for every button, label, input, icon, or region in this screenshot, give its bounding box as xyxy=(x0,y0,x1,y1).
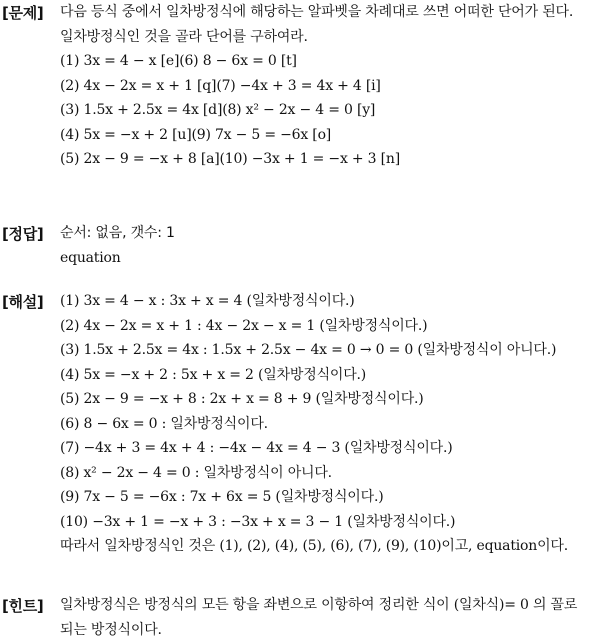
explanation-row: (1) 3x = 4 − x : 3x + x = 4 (일차방정식이다.) xyxy=(60,293,355,309)
explanation-row: (8) x² − 2x − 4 = 0 : 일차방정식이 아니다. xyxy=(60,464,332,481)
explanation-row: (2) 4x − 2x = x + 1 : 4x − 2x − x = 1 (일차방정식이다.) xyxy=(60,317,428,334)
problem-row: (2) 4x − 2x = x + 1 [q](7) −4x + 3 = 4x + 4 [i] xyxy=(60,77,381,94)
explanation-row: (3) 1.5x + 2.5x = 4x : 1.5x + 2.5x − 4x = 0 → 0 = 0 (일차방정식이 아니다.) xyxy=(60,342,557,358)
answer-label: [정답] xyxy=(2,225,44,243)
problem-intro: 다음 등식 중에서 일차방정식에 해당하는 알파벳을 차례대로 쓰면 어떠한 단어가 된다. xyxy=(60,4,574,20)
hint-text: 일차방정식은 방정식의 모든 항을 좌변으로 이항하여 정리한 식이 (일차식)= 0 의 꼴로 되는 방정식이다. xyxy=(60,597,578,638)
problem-row: (4) 5x = −x + 2 [u](9) 7x − 5 = −6x [o] xyxy=(60,126,332,143)
problem-row: (1) 3x = 4 − x [e](6) 8 − 6x = 0 [t] xyxy=(60,53,297,69)
explanation-row: (7) −4x + 3 = 4x + 4 : −4x − 4x = 4 − 3 (일차방정식이다.) xyxy=(60,440,453,456)
explanation-conclusion: 따라서 일차방정식인 것은 (1), (2), (4), (5), (6), (7), (9), (10)이고, equation이다. xyxy=(60,538,568,554)
explanation-row: (10) −3x + 1 = −x + 3 : −3x + x = 3 − 1 (일차방정식이다.) xyxy=(60,513,456,530)
explanation-row: (9) 7x − 5 = −6x : 7x + 6x = 5 (일차방정식이다.) xyxy=(60,489,384,505)
problem-row: (5) 2x − 9 = −x + 8 [a](10) −3x + 1 = −x + 3 [n] xyxy=(60,151,400,167)
problem-label: [문제] xyxy=(2,4,44,22)
hint-label: [힌트] xyxy=(2,597,44,615)
problem-instruction: 일차방정식인 것을 골라 단어를 구하여라. xyxy=(60,28,308,45)
explanation-row: (4) 5x = −x + 2 : 5x + x = 2 (일차방정식이다.) xyxy=(60,366,367,383)
explanation-row: (6) 8 − 6x = 0 : 일차방정식이다. xyxy=(60,415,268,432)
problem-row: (3) 1.5x + 2.5x = 4x [d](8) x² − 2x − 4 = 0 [y] xyxy=(60,102,376,118)
answer-word: equation xyxy=(60,249,121,266)
answer-order-count: 순서: 없음, 갯수: 1 xyxy=(60,225,175,241)
explanation-row: (5) 2x − 9 = −x + 8 : 2x + x = 8 + 9 (일차방정식이다.) xyxy=(60,391,424,407)
explanation-label: [해설] xyxy=(2,293,44,311)
